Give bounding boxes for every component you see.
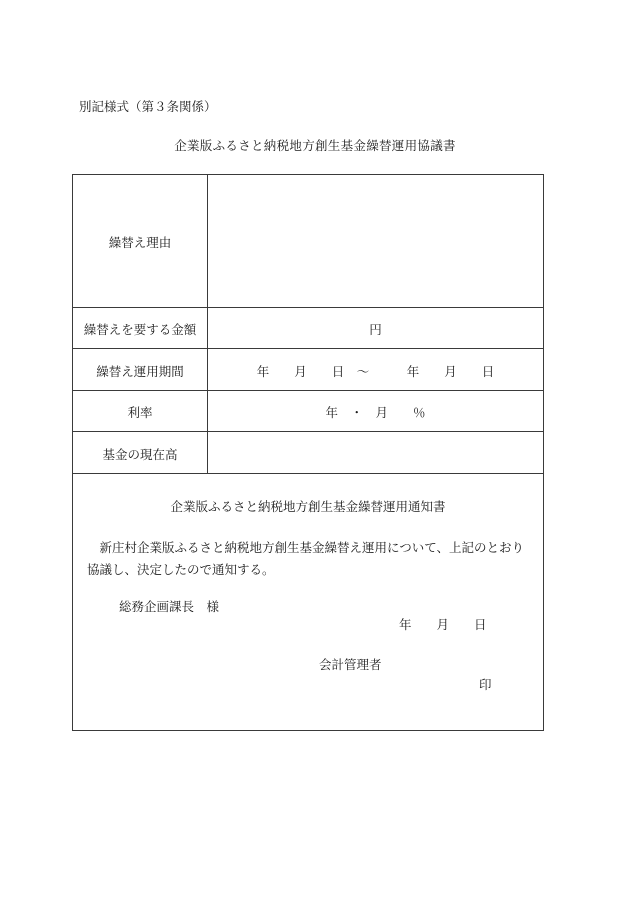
form-table <box>72 174 544 731</box>
reason-label: 繰替え理由 <box>108 235 172 250</box>
row-divider <box>73 348 543 349</box>
notice-recipient: 総務企画課長 様 <box>119 599 220 614</box>
notice-signer: 会計管理者 <box>319 657 382 672</box>
rate-label: 利率 <box>127 405 153 420</box>
period-value: 年 月 日 ～ 年 月 日 <box>256 364 495 379</box>
amount-unit: 円 <box>369 322 382 337</box>
rate-value: 年 ・ 月 ％ <box>325 405 426 420</box>
period-label: 繰替え運用期間 <box>96 364 184 379</box>
document-title: 企業版ふるさと納税地方創生基金繰替運用協議書 <box>174 138 456 153</box>
section-divider <box>73 473 543 474</box>
seal-mark: 印 <box>479 677 492 692</box>
reason-field[interactable] <box>208 176 543 306</box>
amount-label: 繰替えを要する金額 <box>83 322 197 337</box>
notice-title: 企業版ふるさと納税地方創生基金繰替運用通知書 <box>170 499 446 514</box>
row-divider <box>73 431 543 432</box>
row-divider <box>73 390 543 391</box>
row-divider <box>73 307 543 308</box>
balance-field[interactable] <box>208 433 543 471</box>
form-label: 別記様式（第３条関係） <box>79 99 217 114</box>
notice-body: 新庄村企業版ふるさと納税地方創生基金繰替え運用について、上記のとおり協議し、決定したので通知する。 <box>87 540 525 577</box>
balance-label: 基金の現在高 <box>102 447 178 462</box>
notice-date: 年 月 日 <box>399 617 487 632</box>
